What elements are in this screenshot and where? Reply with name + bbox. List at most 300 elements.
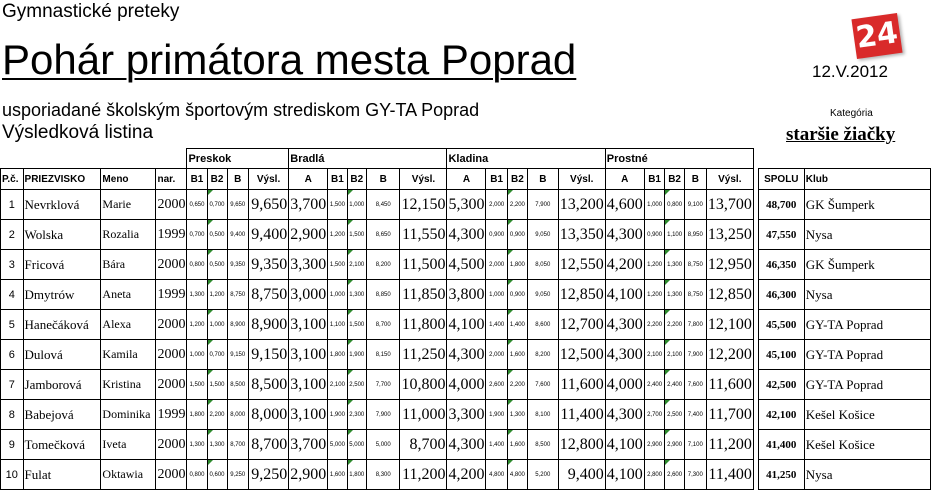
cell-bars-b1: 1,800 xyxy=(328,340,347,370)
cell-bars-b: 8,200 xyxy=(366,250,400,280)
cell-rank: 6 xyxy=(1,340,24,370)
cell-bars-res: 11,550 xyxy=(400,220,447,250)
cell-floor-b2: 1,300 xyxy=(665,250,684,280)
col-beam-result: Výsl. xyxy=(558,169,605,190)
cell-beam-b: 8,600 xyxy=(527,310,558,340)
cell-vault-b2: 1,000 xyxy=(207,310,227,340)
cell-floor-b2: 2,100 xyxy=(665,340,684,370)
cell-vault-b1: 0,700 xyxy=(187,220,207,250)
table-row xyxy=(1,370,931,400)
col-surname: PRIEZVISKO xyxy=(23,169,101,190)
group-vault: Preskok xyxy=(187,149,289,169)
cell-bars-b1: 5,000 xyxy=(328,430,347,460)
cell-rank: 9 xyxy=(1,430,24,460)
cell-vault-res: 8,900 xyxy=(248,310,288,340)
cell-vault-res: 8,500 xyxy=(248,370,288,400)
col-vault-b2: B2 xyxy=(207,169,227,190)
table-row xyxy=(1,280,931,310)
cell-floor-b1: 0,900 xyxy=(644,220,665,250)
cell-vault-b1: 1,200 xyxy=(187,310,207,340)
cell-total: 47,550 xyxy=(758,220,804,250)
cell-surname: Tomečková xyxy=(23,430,101,460)
results-list-title: Výsledková listina xyxy=(2,122,154,143)
organizer-line: usporiadané školským športovým strediskom GY-TA Poprad xyxy=(2,100,480,120)
cell-floor-b1: 2,400 xyxy=(644,370,665,400)
cell-club: Kešel Košice xyxy=(804,400,930,430)
cell-club: GK Šumperk xyxy=(804,250,930,280)
cell-beam-b2: 1,600 xyxy=(507,430,527,460)
table-row xyxy=(1,220,931,250)
cell-vault-b2: 0,500 xyxy=(207,250,227,280)
cell-bars-b: 8,150 xyxy=(366,340,400,370)
cell-vault-b2: 1,300 xyxy=(207,430,227,460)
cell-beam-b1: 2,000 xyxy=(486,340,507,370)
cell-beam-b2: 1,400 xyxy=(507,310,527,340)
cell-floor-b1: 2,900 xyxy=(644,430,665,460)
cell-bars-b: 7,900 xyxy=(366,400,400,430)
cell-beam-b2: 2,200 xyxy=(507,370,527,400)
site-logo[interactable] xyxy=(851,13,902,59)
cell-bars-res: 11,250 xyxy=(400,340,447,370)
cell-bars-b2: 1,900 xyxy=(347,340,366,370)
cell-vault-b1: 0,800 xyxy=(187,460,207,490)
cell-club: Nysa xyxy=(804,280,930,310)
cell-floor-b2: 1,100 xyxy=(665,220,684,250)
cell-total: 46,300 xyxy=(758,280,804,310)
cell-bars-a: 3,100 xyxy=(289,370,328,400)
cell-bars-b2: 2,300 xyxy=(347,400,366,430)
cell-vault-b2: 0,700 xyxy=(207,190,227,220)
cell-beam-b1: 2,000 xyxy=(486,190,507,220)
cell-vault-b2: 1,500 xyxy=(207,370,227,400)
cell-beam-res: 11,600 xyxy=(558,370,605,400)
cell-beam-b1: 0,900 xyxy=(486,220,507,250)
cell-floor-b2: 2,600 xyxy=(665,460,684,490)
cell-surname: Dmytrów xyxy=(23,280,101,310)
cell-vault-res: 9,150 xyxy=(248,340,288,370)
col-club: Klub xyxy=(804,169,930,190)
cell-club: GY-TA Poprad xyxy=(804,310,930,340)
cell-beam-a: 4,100 xyxy=(447,310,486,340)
cell-floor-b2: 0,800 xyxy=(665,190,684,220)
cell-bars-b1: 1,600 xyxy=(328,460,347,490)
cell-floor-a: 4,100 xyxy=(605,280,644,310)
cell-beam-b1: 2,600 xyxy=(486,370,507,400)
cell-name: Oktawia xyxy=(101,460,156,490)
cell-floor-res: 13,250 xyxy=(706,220,753,250)
table-row xyxy=(1,430,931,460)
cell-beam-b2: 0,900 xyxy=(507,280,527,310)
group-bars: Bradlá xyxy=(289,149,447,169)
cell-beam-res: 12,800 xyxy=(558,430,605,460)
cell-vault-b1: 1,500 xyxy=(187,370,207,400)
cell-surname: Jamborová xyxy=(23,370,101,400)
cell-surname: Fulat xyxy=(23,460,101,490)
logo-text: 24 xyxy=(853,15,901,56)
cell-floor-b1: 1,000 xyxy=(644,190,665,220)
cell-beam-a: 3,300 xyxy=(447,400,486,430)
cell-year: 2000 xyxy=(156,430,187,460)
cell-vault-res: 8,000 xyxy=(248,400,288,430)
cell-club: GY-TA Poprad xyxy=(804,340,930,370)
cell-beam-b2: 1,600 xyxy=(507,340,527,370)
cell-vault-b2: 0,500 xyxy=(207,220,227,250)
cell-year: 2000 xyxy=(156,370,187,400)
cell-club: GK Šumperk xyxy=(804,190,930,220)
cell-beam-b1: 1,000 xyxy=(486,280,507,310)
cell-bars-a: 2,900 xyxy=(289,460,328,490)
cell-vault-res: 9,250 xyxy=(248,460,288,490)
col-bars-result: Výsl. xyxy=(400,169,447,190)
event-name: Gymnastické preteky xyxy=(2,1,180,22)
cell-floor-a: 4,200 xyxy=(605,250,644,280)
cell-total: 42,100 xyxy=(758,400,804,430)
cell-beam-a: 4,300 xyxy=(447,340,486,370)
cell-total: 45,100 xyxy=(758,340,804,370)
cell-floor-b2: 2,200 xyxy=(665,310,684,340)
cell-floor-res: 12,200 xyxy=(706,340,753,370)
cell-beam-b2: 1,800 xyxy=(507,250,527,280)
group-header-row xyxy=(1,149,931,169)
cell-name: Bára xyxy=(101,250,156,280)
cell-total: 41,250 xyxy=(758,460,804,490)
cell-bars-a: 3,000 xyxy=(289,280,328,310)
cell-floor-res: 11,200 xyxy=(706,430,753,460)
cell-floor-b: 8,750 xyxy=(684,280,706,310)
cell-bars-b: 5,000 xyxy=(366,430,400,460)
cell-bars-b2: 1,500 xyxy=(347,220,366,250)
cell-vault-b1: 0,800 xyxy=(187,250,207,280)
cell-bars-b2: 2,100 xyxy=(347,250,366,280)
cell-bars-res: 12,150 xyxy=(400,190,447,220)
column-header-row xyxy=(1,169,931,190)
cell-floor-a: 4,300 xyxy=(605,310,644,340)
cell-bars-b1: 1,200 xyxy=(328,220,347,250)
cell-beam-b: 8,200 xyxy=(527,340,558,370)
cell-floor-b2: 2,400 xyxy=(665,370,684,400)
cell-vault-b: 9,350 xyxy=(227,250,248,280)
cell-beam-a: 4,300 xyxy=(447,220,486,250)
cell-year: 1999 xyxy=(156,280,187,310)
cell-beam-b1: 1,400 xyxy=(486,310,507,340)
cell-vault-b1: 1,300 xyxy=(187,280,207,310)
cell-vault-b2: 0,700 xyxy=(207,340,227,370)
cell-floor-b1: 1,200 xyxy=(644,280,665,310)
cell-bars-b1: 1,100 xyxy=(328,310,347,340)
cell-bars-a: 3,700 xyxy=(289,430,328,460)
cell-bars-b1: 1,500 xyxy=(328,190,347,220)
col-year: nar. xyxy=(156,169,187,190)
col-floor-b2: B2 xyxy=(665,169,684,190)
cell-year: 2000 xyxy=(156,460,187,490)
cell-vault-b: 8,500 xyxy=(227,370,248,400)
cell-beam-b: 9,050 xyxy=(527,280,558,310)
cell-floor-a: 4,300 xyxy=(605,340,644,370)
cell-beam-b: 9,050 xyxy=(527,220,558,250)
cell-vault-b1: 0,650 xyxy=(187,190,207,220)
col-beam-b1: B1 xyxy=(486,169,507,190)
cell-beam-b: 8,100 xyxy=(527,400,558,430)
cell-beam-b: 5,200 xyxy=(527,460,558,490)
cell-floor-b: 7,900 xyxy=(684,340,706,370)
cell-beam-res: 13,200 xyxy=(558,190,605,220)
cell-beam-res: 9,400 xyxy=(558,460,605,490)
cell-vault-res: 8,750 xyxy=(248,280,288,310)
cell-bars-res: 10,800 xyxy=(400,370,447,400)
col-beam-a: A xyxy=(447,169,486,190)
cell-floor-b: 7,800 xyxy=(684,310,706,340)
cell-floor-b: 7,600 xyxy=(684,370,706,400)
col-beam-b: B xyxy=(527,169,558,190)
cell-rank: 1 xyxy=(1,190,24,220)
cell-beam-res: 12,850 xyxy=(558,280,605,310)
category-value: staršie žiačky xyxy=(786,124,896,145)
cell-rank: 5 xyxy=(1,310,24,340)
cell-vault-res: 9,400 xyxy=(248,220,288,250)
cell-beam-res: 12,550 xyxy=(558,250,605,280)
cell-total: 46,350 xyxy=(758,250,804,280)
cell-rank: 10 xyxy=(1,460,24,490)
cell-club: GY-TA Poprad xyxy=(804,370,930,400)
cell-vault-b1: 1,800 xyxy=(187,400,207,430)
col-floor-b1: B1 xyxy=(644,169,665,190)
cell-name: Kamila xyxy=(101,340,156,370)
cell-beam-res: 12,700 xyxy=(558,310,605,340)
cell-bars-res: 11,000 xyxy=(400,400,447,430)
table-row xyxy=(1,250,931,280)
cell-total: 41,400 xyxy=(758,430,804,460)
cell-name: Iveta xyxy=(101,430,156,460)
cell-rank: 4 xyxy=(1,280,24,310)
group-floor: Prostné xyxy=(605,149,753,169)
cell-name: Aneta xyxy=(101,280,156,310)
cell-surname: Dulová xyxy=(23,340,101,370)
cell-floor-a: 4,300 xyxy=(605,220,644,250)
cell-bars-b1: 1,900 xyxy=(328,400,347,430)
cell-beam-a: 3,800 xyxy=(447,280,486,310)
cell-floor-b: 8,950 xyxy=(684,220,706,250)
cell-vault-b: 8,000 xyxy=(227,400,248,430)
page-title: Pohár primátora mesta Poprad xyxy=(2,36,577,83)
cell-floor-b: 7,400 xyxy=(684,400,706,430)
col-bars-a: A xyxy=(289,169,328,190)
cell-rank: 3 xyxy=(1,250,24,280)
cell-vault-res: 8,700 xyxy=(248,430,288,460)
results-table xyxy=(0,148,931,490)
cell-beam-res: 12,500 xyxy=(558,340,605,370)
cell-beam-b: 7,900 xyxy=(527,190,558,220)
cell-bars-b2: 1,800 xyxy=(347,460,366,490)
cell-vault-b: 8,900 xyxy=(227,310,248,340)
cell-vault-b: 9,650 xyxy=(227,190,248,220)
cell-surname: Nevrklová xyxy=(23,190,101,220)
cell-bars-b2: 5,000 xyxy=(347,430,366,460)
cell-bars-a: 3,100 xyxy=(289,400,328,430)
cell-floor-res: 12,950 xyxy=(706,250,753,280)
cell-beam-res: 13,350 xyxy=(558,220,605,250)
cell-year: 2000 xyxy=(156,190,187,220)
cell-beam-b1: 1,400 xyxy=(486,430,507,460)
cell-year: 2000 xyxy=(156,340,187,370)
cell-surname: Babejová xyxy=(23,400,101,430)
cell-bars-res: 8,700 xyxy=(400,430,447,460)
table-row xyxy=(1,190,931,220)
cell-vault-res: 9,350 xyxy=(248,250,288,280)
cell-bars-b1: 2,100 xyxy=(328,370,347,400)
cell-floor-a: 4,100 xyxy=(605,460,644,490)
cell-floor-res: 11,700 xyxy=(706,400,753,430)
cell-beam-b1: 4,800 xyxy=(486,460,507,490)
cell-beam-a: 4,300 xyxy=(447,430,486,460)
cell-vault-b: 8,750 xyxy=(227,280,248,310)
cell-name: Marie xyxy=(101,190,156,220)
cell-name: Dominika xyxy=(101,400,156,430)
cell-vault-b: 9,400 xyxy=(227,220,248,250)
cell-bars-b1: 1,500 xyxy=(328,250,347,280)
cell-bars-a: 3,700 xyxy=(289,190,328,220)
cell-total: 42,500 xyxy=(758,370,804,400)
cell-beam-a: 4,500 xyxy=(447,250,486,280)
cell-bars-b: 7,700 xyxy=(366,370,400,400)
cell-bars-a: 3,300 xyxy=(289,250,328,280)
cell-beam-a: 4,000 xyxy=(447,370,486,400)
cell-floor-b: 7,300 xyxy=(684,460,706,490)
cell-beam-res: 11,400 xyxy=(558,400,605,430)
table-row xyxy=(1,400,931,430)
cell-total: 45,500 xyxy=(758,310,804,340)
col-floor-b: B xyxy=(684,169,706,190)
cell-year: 1999 xyxy=(156,220,187,250)
cell-vault-b1: 1,300 xyxy=(187,430,207,460)
cell-vault-b: 9,250 xyxy=(227,460,248,490)
cell-floor-res: 11,600 xyxy=(706,370,753,400)
cell-bars-res: 11,200 xyxy=(400,460,447,490)
cell-club: Nysa xyxy=(804,220,930,250)
cell-vault-b: 8,700 xyxy=(227,430,248,460)
cell-beam-b: 8,050 xyxy=(527,250,558,280)
cell-surname: Wolska xyxy=(23,220,101,250)
col-bars-b: B xyxy=(366,169,400,190)
cell-year: 2000 xyxy=(156,310,187,340)
cell-vault-b: 9,150 xyxy=(227,340,248,370)
cell-floor-a: 4,300 xyxy=(605,400,644,430)
cell-vault-b1: 1,000 xyxy=(187,340,207,370)
cell-beam-b1: 2,000 xyxy=(486,250,507,280)
col-bars-b2: B2 xyxy=(347,169,366,190)
cell-beam-b: 7,600 xyxy=(527,370,558,400)
cell-beam-b2: 2,200 xyxy=(507,190,527,220)
cell-bars-a: 3,100 xyxy=(289,310,328,340)
cell-rank: 2 xyxy=(1,220,24,250)
cell-year: 2000 xyxy=(156,250,187,280)
cell-floor-res: 12,850 xyxy=(706,280,753,310)
cell-vault-b2: 1,200 xyxy=(207,280,227,310)
cell-club: Nysa xyxy=(804,460,930,490)
cell-floor-b1: 2,700 xyxy=(644,400,665,430)
cell-beam-a: 5,300 xyxy=(447,190,486,220)
cell-bars-b2: 1,300 xyxy=(347,280,366,310)
cell-bars-b1: 1,000 xyxy=(328,280,347,310)
col-floor-a: A xyxy=(605,169,644,190)
cell-floor-b1: 2,100 xyxy=(644,340,665,370)
cell-total: 48,700 xyxy=(758,190,804,220)
col-vault-result: Výsl. xyxy=(248,169,288,190)
cell-surname: Fricová xyxy=(23,250,101,280)
cell-floor-b1: 1,200 xyxy=(644,250,665,280)
cell-floor-b1: 2,200 xyxy=(644,310,665,340)
cell-floor-a: 4,000 xyxy=(605,370,644,400)
cell-beam-b2: 1,300 xyxy=(507,400,527,430)
col-name: Meno xyxy=(101,169,156,190)
cell-vault-res: 9,650 xyxy=(248,190,288,220)
cell-floor-b2: 2,500 xyxy=(665,400,684,430)
cell-beam-b1: 1,900 xyxy=(486,400,507,430)
col-total: SPOLU xyxy=(758,169,804,190)
cell-bars-b: 8,700 xyxy=(366,310,400,340)
cell-bars-b2: 1,500 xyxy=(347,310,366,340)
col-beam-b2: B2 xyxy=(507,169,527,190)
cell-club: Kešel Košice xyxy=(804,430,930,460)
cell-bars-a: 2,900 xyxy=(289,220,328,250)
cell-bars-res: 11,500 xyxy=(400,250,447,280)
cell-bars-b2: 1,000 xyxy=(347,190,366,220)
cell-floor-res: 11,400 xyxy=(706,460,753,490)
group-beam: Kladina xyxy=(447,149,605,169)
cell-bars-b: 8,850 xyxy=(366,280,400,310)
cell-year: 1999 xyxy=(156,400,187,430)
category-label: Kategória xyxy=(830,108,873,119)
cell-floor-b: 7,100 xyxy=(684,430,706,460)
event-date: 12.V.2012 xyxy=(812,62,888,81)
cell-beam-a: 4,200 xyxy=(447,460,486,490)
col-floor-result: Výsl. xyxy=(706,169,753,190)
cell-floor-b: 9,100 xyxy=(684,190,706,220)
cell-bars-res: 11,800 xyxy=(400,310,447,340)
cell-beam-b2: 0,900 xyxy=(507,220,527,250)
col-vault-b: B xyxy=(227,169,248,190)
cell-surname: Hanečáková xyxy=(23,310,101,340)
cell-floor-res: 12,100 xyxy=(706,310,753,340)
cell-vault-b2: 2,200 xyxy=(207,400,227,430)
cell-rank: 7 xyxy=(1,370,24,400)
cell-vault-b2: 0,600 xyxy=(207,460,227,490)
col-bars-b1: B1 xyxy=(328,169,347,190)
cell-floor-b2: 2,900 xyxy=(665,430,684,460)
cell-bars-b2: 2,500 xyxy=(347,370,366,400)
col-vault-b1: B1 xyxy=(187,169,207,190)
cell-floor-b2: 1,300 xyxy=(665,280,684,310)
cell-beam-b2: 4,800 xyxy=(507,460,527,490)
table-row xyxy=(1,340,931,370)
cell-bars-b: 8,450 xyxy=(366,190,400,220)
cell-bars-b: 8,300 xyxy=(366,460,400,490)
cell-rank: 8 xyxy=(1,400,24,430)
table-row xyxy=(1,460,931,490)
table-row xyxy=(1,310,931,340)
cell-beam-b: 8,500 xyxy=(527,430,558,460)
cell-floor-b1: 2,800 xyxy=(644,460,665,490)
cell-floor-a: 4,600 xyxy=(605,190,644,220)
cell-floor-a: 4,100 xyxy=(605,430,644,460)
cell-bars-a: 3,100 xyxy=(289,340,328,370)
cell-name: Kristina xyxy=(101,370,156,400)
col-rank: P.č. xyxy=(1,169,24,190)
cell-floor-res: 13,700 xyxy=(706,190,753,220)
cell-bars-b: 8,650 xyxy=(366,220,400,250)
cell-floor-b: 8,750 xyxy=(684,250,706,280)
cell-name: Rozalia xyxy=(101,220,156,250)
cell-bars-res: 11,850 xyxy=(400,280,447,310)
